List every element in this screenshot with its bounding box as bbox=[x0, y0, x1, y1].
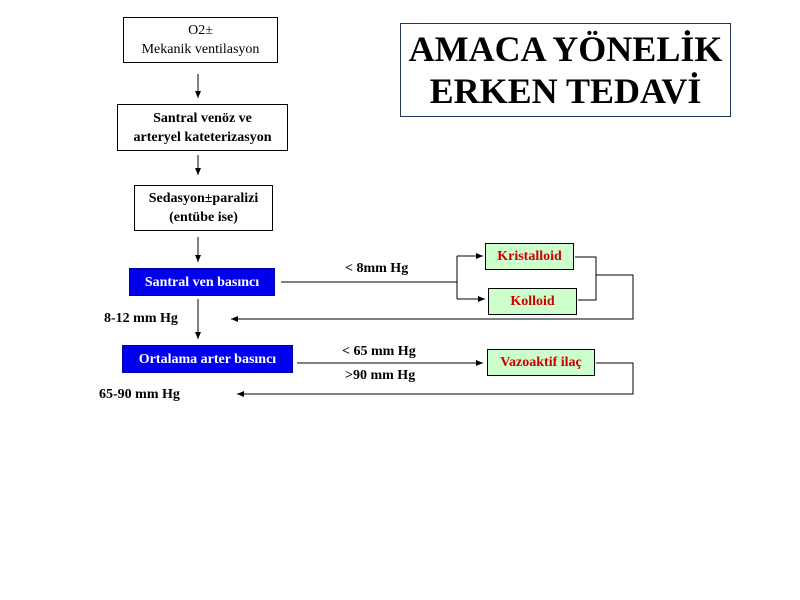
cvp-low-threshold-label: < 8mm Hg bbox=[345, 261, 409, 276]
title-line-1: AMACA YÖNELİK bbox=[408, 29, 723, 69]
cvp-target-label: 8-12 mm Hg bbox=[104, 311, 178, 326]
crystalloid-label: Kristalloid bbox=[497, 249, 562, 264]
vasoactive-label: Vazoaktif ilaç bbox=[500, 355, 582, 370]
sedation-line-2: (entübe ise) bbox=[169, 210, 238, 225]
connector-fluids-merge bbox=[575, 257, 596, 300]
title-line-2: ERKEN TEDAVİ bbox=[429, 71, 702, 111]
map-target-label: 65-90 mm Hg bbox=[99, 387, 180, 402]
sedation-line-1: Sedasyon±paralizi bbox=[148, 191, 259, 206]
catheter-line-2: arteryel kateterizasyon bbox=[133, 129, 272, 145]
oxygen-line-1: O2± bbox=[188, 23, 213, 38]
oxygen-line-2: Mekanik ventilasyon bbox=[141, 42, 260, 57]
colloid-label: Kolloid bbox=[510, 294, 555, 309]
map-high-threshold-label: >90 mm Hg bbox=[345, 368, 416, 383]
catheter-line-1: Santral venöz ve bbox=[153, 110, 252, 126]
arrow-vasoactive-return bbox=[237, 363, 633, 394]
map-label: Ortalama arter basıncı bbox=[138, 351, 277, 367]
map-low-threshold-label: < 65 mm Hg bbox=[342, 344, 416, 359]
cvp-label: Santral ven basıncı bbox=[144, 274, 260, 290]
